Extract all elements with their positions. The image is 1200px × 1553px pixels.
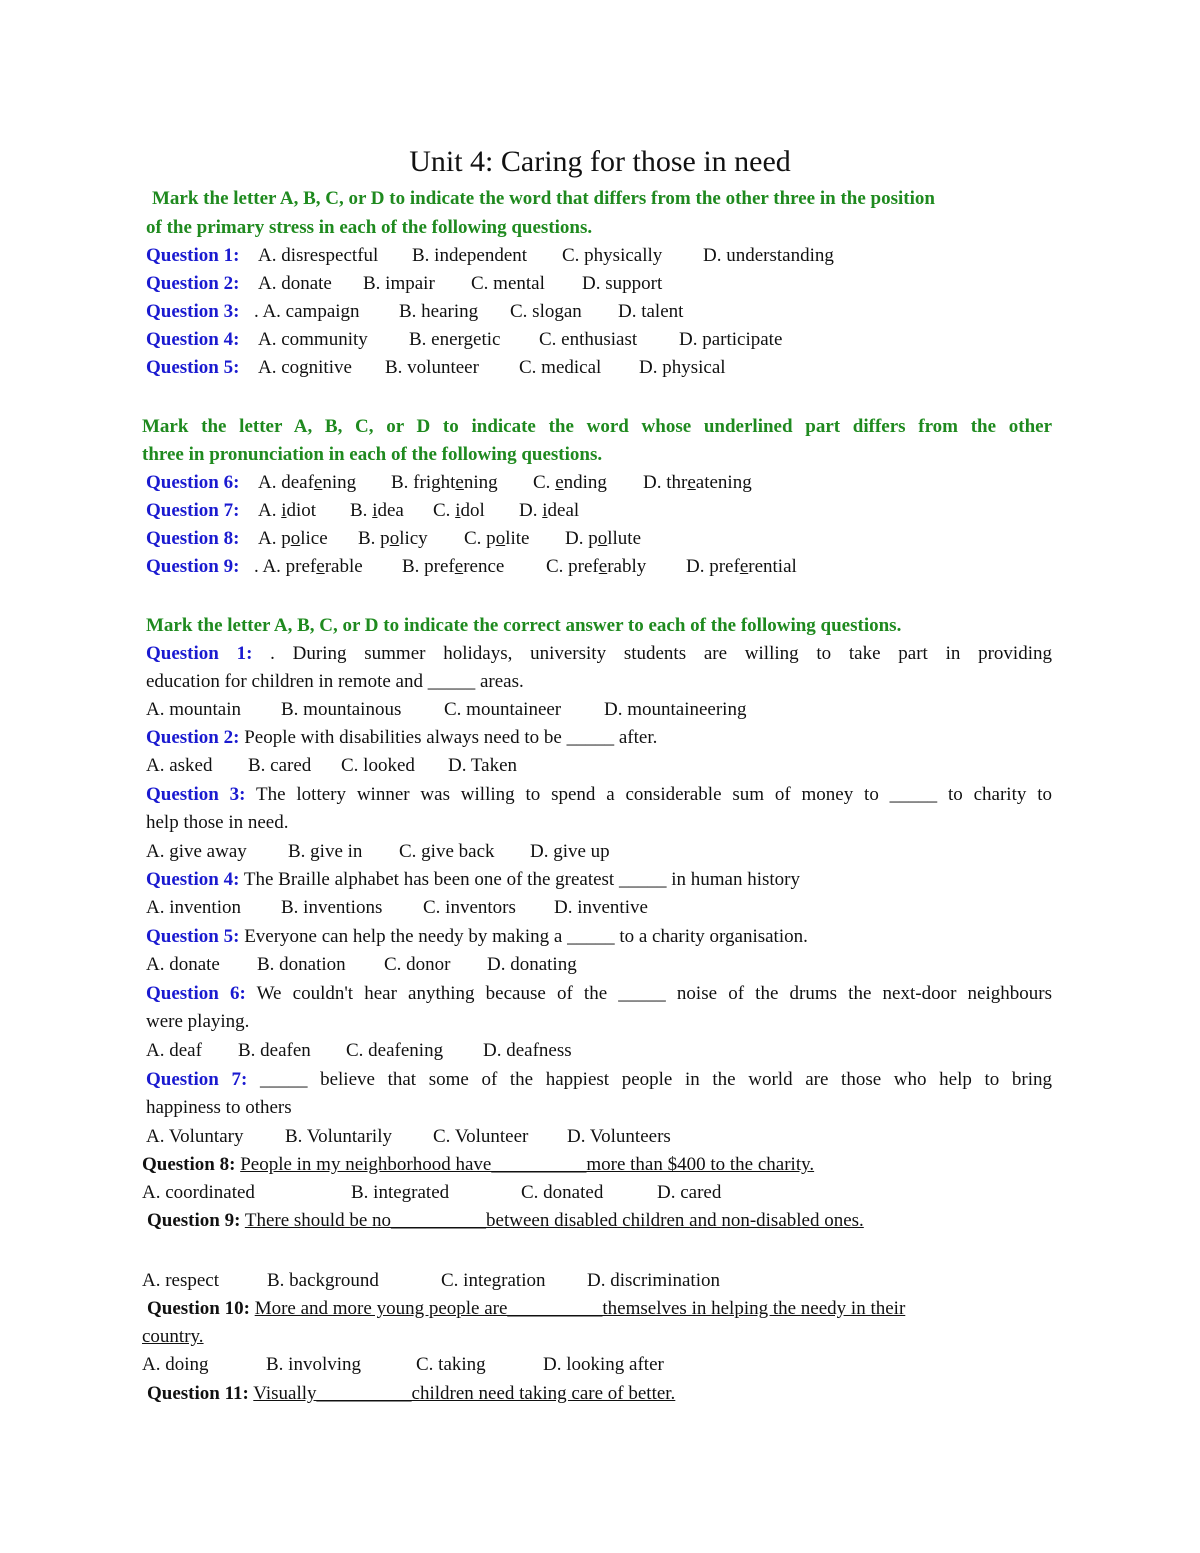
s2-question-7	[146, 498, 580, 524]
option-d: D. cared	[657, 1182, 722, 1203]
option-d: D. mountaineering	[604, 699, 747, 720]
option-d	[519, 498, 579, 524]
option-c	[433, 498, 485, 524]
option-d: D. Taken	[448, 755, 518, 776]
option-c: C. slogan	[510, 301, 582, 322]
option-a: A. asked	[146, 755, 213, 776]
s1-question-1	[146, 243, 834, 269]
option-text: rence	[463, 556, 505, 577]
option-b: B. donation	[257, 954, 346, 975]
option-c: C. looked	[341, 755, 415, 776]
question-label: Question 9:	[147, 1210, 241, 1231]
question-label: Question 2:	[146, 727, 240, 748]
option-c	[546, 554, 646, 580]
option-text: A.	[258, 500, 282, 521]
section3-instruction: Mark the letter A, B, C, or D to indicate the correct answer to each of the following questions.	[146, 615, 902, 636]
section1-instruction: Mark the letter A, B, C, or D to indicate the word that differs from the other three in the position	[152, 188, 935, 209]
option-text: C. pref	[546, 556, 599, 577]
question-text-cont: help those in need.	[146, 812, 289, 833]
underlined-part: o	[389, 528, 400, 549]
option-d	[565, 526, 641, 552]
option-a: A. cognitive	[258, 357, 352, 378]
question-label: Question 2:	[146, 273, 240, 294]
option-text: deal	[547, 500, 580, 521]
question-label: Question 3:	[146, 784, 246, 805]
question-text: . During summer holidays, university students are willing to take part in providing	[270, 643, 1052, 664]
option-text: licy	[399, 528, 428, 549]
question-label: Question 9:	[146, 556, 240, 577]
option-b: B. Voluntarily	[285, 1126, 392, 1147]
underlined-part: e	[739, 556, 749, 577]
s3-question-5	[146, 924, 808, 950]
option-d	[643, 470, 752, 496]
s3-question-4	[146, 867, 800, 893]
option-a: A. invention	[146, 897, 241, 918]
option-text: C.	[433, 500, 456, 521]
option-c: C. donor	[384, 954, 451, 975]
question-text: People with disabilities always need to be _____ after.	[244, 727, 658, 748]
option-text: A. deaf	[258, 472, 314, 493]
option-b: B. volunteer	[385, 357, 479, 378]
question-text: Everyone can help the needy by making a _____ to a charity organisation.	[244, 926, 808, 947]
option-d: D. understanding	[703, 245, 834, 266]
option-text: rential	[748, 556, 797, 577]
option-c: C. enthusiast	[539, 329, 638, 350]
question-label: Question 10:	[147, 1298, 250, 1319]
option-c	[533, 470, 607, 496]
underlined-part: e	[316, 556, 325, 577]
option-b: B. mountainous	[281, 699, 402, 720]
option-b: B. background	[267, 1270, 379, 1291]
option-text: rably	[607, 556, 647, 577]
option-a	[258, 470, 356, 496]
s2-question-6	[146, 470, 752, 496]
s3-question-9	[147, 1208, 864, 1234]
s1-question-3	[146, 299, 684, 325]
option-a: A. disrespectful	[258, 245, 379, 266]
option-text: D. p	[565, 528, 598, 549]
s1-question-2	[146, 271, 663, 297]
option-text: dol	[460, 500, 485, 521]
option-b: B. hearing	[399, 301, 479, 322]
s3-question-11	[147, 1381, 675, 1407]
option-text: diot	[286, 500, 317, 521]
question-text-cont: happiness to others	[146, 1097, 292, 1118]
option-text: B. pref	[402, 556, 455, 577]
option-d: D. donating	[487, 954, 577, 975]
s3-question-10	[147, 1296, 905, 1322]
option-d: D. Volunteers	[567, 1126, 671, 1147]
question-label: Question 8:	[146, 528, 240, 549]
question-text-line	[146, 782, 1052, 808]
option-c: C. integration	[441, 1270, 546, 1291]
question-text-cont: education for children in remote and _____ areas.	[146, 671, 524, 692]
option-b: B. impair	[363, 273, 435, 294]
underlined-part: e	[598, 556, 608, 577]
underlined-part: i	[455, 500, 461, 521]
question-label: Question 4:	[146, 869, 240, 890]
option-b: B. energetic	[409, 329, 501, 350]
question-label: Question 8:	[142, 1154, 236, 1175]
option-a: A. Voluntary	[146, 1126, 244, 1147]
question-label: Question 4:	[146, 329, 240, 350]
underlined-part: e	[313, 472, 323, 493]
option-c: C. donated	[521, 1182, 604, 1203]
option-c: C. deafening	[346, 1040, 444, 1061]
question-label: Question 7:	[146, 1069, 248, 1090]
s2-question-9	[146, 554, 797, 580]
s3-question-2	[146, 725, 657, 751]
option-d: D. deafness	[483, 1040, 572, 1061]
underlined-part: e	[687, 472, 696, 493]
option-b: B. cared	[248, 755, 312, 776]
option-c: C. mental	[471, 273, 545, 294]
option-a	[254, 554, 363, 580]
option-c: C. medical	[519, 357, 602, 378]
underlined-part: e	[555, 472, 564, 493]
underlined-part: e	[454, 556, 464, 577]
option-text: B.	[350, 500, 373, 521]
question-text-line	[146, 981, 1052, 1007]
option-d: D. inventive	[554, 897, 648, 918]
question-label: Question 3:	[146, 301, 240, 322]
option-text: B. p	[358, 528, 390, 549]
question-label: Question 7:	[146, 500, 240, 521]
s3-question-1	[146, 641, 1052, 667]
option-text: llute	[607, 528, 642, 549]
question-text: We couldn't hear anything because of the _____ noise of the drums the next-door neighbours	[256, 983, 1052, 1004]
question-label: Question 11:	[147, 1383, 249, 1404]
option-d: D. looking after	[543, 1354, 664, 1375]
option-text: atening	[695, 472, 752, 493]
underlined-part: i	[372, 500, 378, 521]
option-b: B. independent	[412, 245, 528, 266]
option-text: rable	[324, 556, 363, 577]
s1-question-4	[146, 327, 783, 353]
option-d: D. discrimination	[587, 1270, 720, 1291]
option-text: . A. pref	[254, 556, 317, 577]
question-text-line	[146, 1067, 1052, 1093]
option-a: A. give away	[146, 841, 247, 862]
question-text: _____ believe that some of the happiest people in the world are those who help to bring	[259, 1069, 1052, 1090]
question-label: Question 1:	[146, 245, 240, 266]
option-d	[686, 554, 797, 580]
option-b: B. involving	[266, 1354, 362, 1375]
option-a: A. coordinated	[142, 1182, 255, 1203]
option-c: C. taking	[416, 1354, 486, 1375]
s3-question-7	[146, 1067, 1052, 1093]
option-a: A. respect	[142, 1270, 220, 1291]
s1-question-5	[146, 355, 726, 381]
s2-question-8	[146, 526, 642, 552]
option-text: dea	[377, 500, 404, 521]
option-text: D.	[519, 500, 543, 521]
option-text: C.	[533, 472, 556, 493]
section1-instruction-cont: of the primary stress in each of the following questions.	[146, 217, 593, 238]
option-text: C. p	[464, 528, 496, 549]
option-b: B. deafen	[238, 1040, 311, 1061]
underlined-part: o	[290, 528, 301, 549]
s3-question-6	[146, 981, 1052, 1007]
option-c: C. mountaineer	[444, 699, 562, 720]
section2-instruction-cont: three in pronunciation in each of the following questions.	[142, 444, 603, 465]
option-a: A. donate	[146, 954, 220, 975]
option-d: D. talent	[618, 301, 684, 322]
option-b: B. inventions	[281, 897, 383, 918]
option-text: D. thr	[643, 472, 688, 493]
option-a	[258, 498, 316, 524]
option-b	[391, 470, 498, 496]
question-text-cont: country.	[142, 1326, 204, 1347]
question-text: The lottery winner was willing to spend a considerable sum of money to _____ to charity to	[256, 784, 1052, 805]
question-text-cont: were playing.	[146, 1011, 250, 1032]
option-a: . A. campaign	[254, 301, 360, 322]
option-text: D. pref	[686, 556, 740, 577]
option-text: lite	[505, 528, 530, 549]
option-text: B. fright	[391, 472, 456, 493]
option-d: D. support	[582, 273, 663, 294]
option-c	[464, 526, 529, 552]
section2-instruction-text: Mark the letter A, B, C, or D to indicate the word whose underlined part differs from the other	[142, 416, 1052, 437]
option-b	[402, 554, 504, 580]
underlined-part: i	[542, 500, 548, 521]
question-label: Question 5:	[146, 926, 240, 947]
option-text: A. p	[258, 528, 291, 549]
question-text: People in my neighborhood have__________more than $400 to the charity.	[240, 1154, 815, 1175]
question-label: Question 6:	[146, 983, 246, 1004]
option-b: B. integrated	[351, 1182, 450, 1203]
question-text: The Braille alphabet has been one of the greatest _____ in human history	[243, 869, 800, 890]
option-b: B. give in	[288, 841, 363, 862]
section2-instruction	[142, 414, 1052, 440]
question-label: Question 1:	[146, 643, 253, 664]
option-a: A. mountain	[146, 699, 241, 720]
option-d: D. participate	[679, 329, 783, 350]
question-label: Question 5:	[146, 357, 240, 378]
page-title: Unit 4: Caring for those in need	[409, 145, 791, 178]
s3-question-8	[142, 1152, 814, 1178]
question-text: There should be no__________between disabled children and non-disabled ones.	[244, 1210, 864, 1231]
option-d: D. physical	[639, 357, 726, 378]
option-b	[350, 498, 404, 524]
option-a: A. donate	[258, 273, 332, 294]
underlined-part: o	[597, 528, 608, 549]
question-label: Question 6:	[146, 472, 240, 493]
option-c: C. give back	[399, 841, 495, 862]
option-b	[358, 526, 428, 552]
option-text: ning	[322, 472, 357, 493]
option-d: D. give up	[530, 841, 610, 862]
s3-question-3	[146, 782, 1052, 808]
option-text: lice	[300, 528, 328, 549]
option-a: A. community	[258, 329, 368, 350]
question-text: More and more young people are__________themselves in helping the needy in their	[254, 1298, 906, 1319]
question-text-line	[146, 641, 1052, 667]
option-c: C. physically	[562, 245, 663, 266]
option-a	[258, 526, 328, 552]
option-c: C. Volunteer	[433, 1126, 529, 1147]
underlined-part: o	[495, 528, 506, 549]
underlined-part: e	[455, 472, 464, 493]
option-text: ning	[463, 472, 498, 493]
option-text: nding	[563, 472, 607, 493]
option-a: A. doing	[142, 1354, 209, 1375]
question-text: Visually__________children need taking care of better.	[253, 1383, 676, 1404]
option-c: C. inventors	[423, 897, 516, 918]
underlined-part: i	[281, 500, 287, 521]
option-a: A. deaf	[146, 1040, 202, 1061]
